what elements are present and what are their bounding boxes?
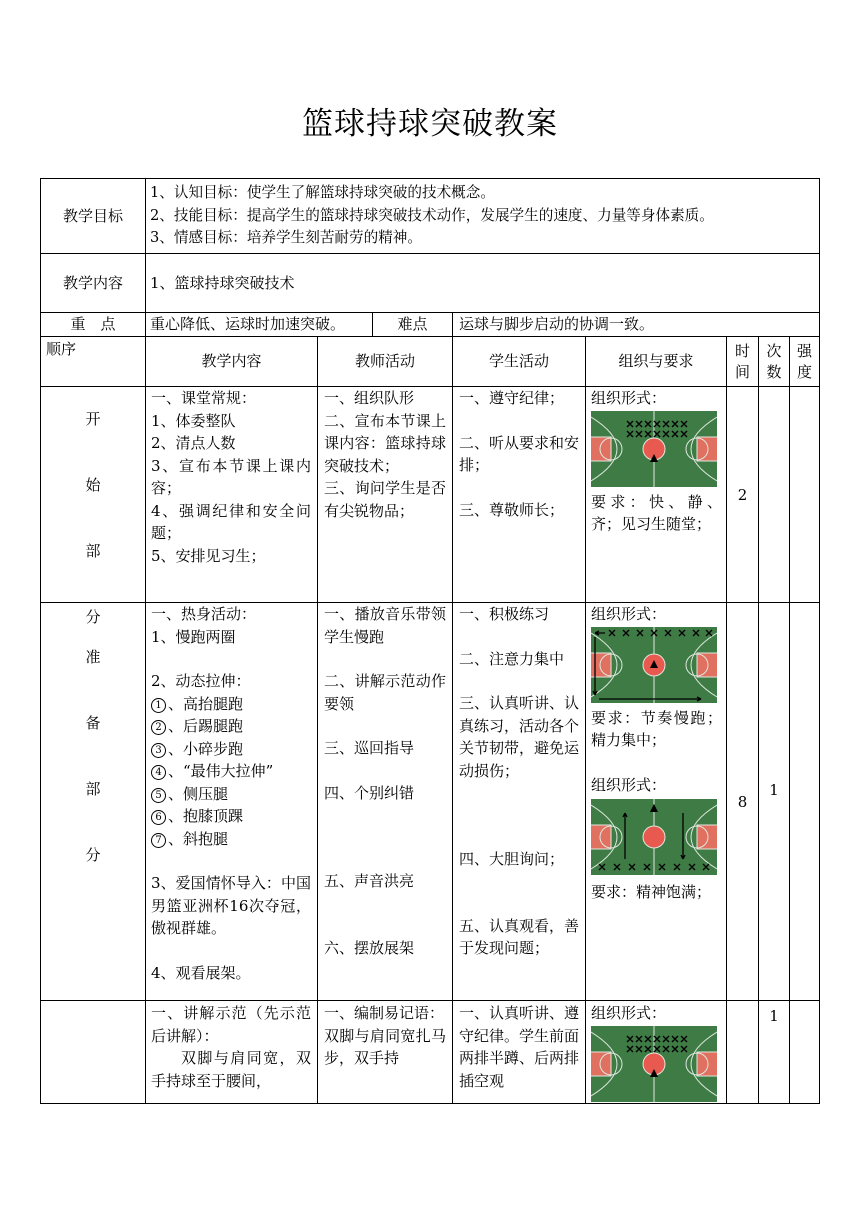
section-main-org: 组织形式： [591,1002,722,1102]
section-start-content: 一、课堂常规： 1、体委整队 2、清点人数 3、宣布本节课上课内容； 4、强调纪律和安全问题； 5、安排见习生； [151,389,311,565]
section-main-content: 一、讲解示范（先示范后讲解）： 双脚与肩同宽，双手持球至于腰间， [151,1004,311,1090]
keypoint-label: 重 点 [70,315,116,334]
section-start-time: 2 [737,485,748,504]
court-formation-diagram [591,411,717,487]
page-title: 篮球持球突破教案 [302,106,558,142]
header-teacher: 教师活动 [354,352,415,371]
header-intensity: 强度 [796,341,812,381]
section-prep-name: 准 备 部 分 [85,648,101,864]
section-start-name: 开 始 部 分 [85,410,101,626]
court-demo-diagram [591,1026,717,1102]
header-order: 顺序 [46,340,77,358]
section-prep-times: 1 [769,780,779,799]
header-times: 次数 [766,341,782,381]
objective-skill: 2、技能目标：提高学生的篮球持球突破技术动作，发展学生的速度、力量等身体素质。 [150,206,714,224]
difficulty-value: 运球与脚步启动的协调一致。 [459,315,655,333]
court-stretch-diagram [591,797,717,877]
header-content: 教学内容 [201,352,262,371]
section-start-student: 一、遵守纪律； 二、听从要求和安排； 三、尊敬师长； [459,389,580,519]
content-value: 1、篮球持球突破技术 [150,274,295,292]
objective-affective: 3、情感目标：培养学生刻苦耐劳的精神。 [150,229,422,246]
content-label: 教学内容 [62,273,123,292]
section-main-times: 1 [769,1006,779,1025]
header-time: 时间 [734,341,750,381]
section-prep-student: 一、积极练习 二、注意力集中 三、认真听讲、认真练习，活动各个关节韧带，避免运动损伤； 四、大胆询问； 五、认真观看，善于发现问题； [459,605,580,957]
court-jog-diagram [591,627,717,703]
section-prep-teacher: 一、播放音乐带领学生慢跑 二、讲解示范动作要领 三、巡回指导 四、个别纠错 五、声音洪亮 六、摆放展架 [324,605,446,957]
difficulty-label: 难点 [397,315,428,334]
section-prep-org: 组织形式： 要求：节奏慢跑；精力集中； 组织形式： 要求：精神饱满； [591,605,722,901]
section-start-org: 组织形式： 要求：快、静、齐；见习生随堂； [591,389,722,533]
section-main-student: 一、认真听讲、遵守纪律。学生前面两排半蹲、后两排插空观 [459,1004,580,1090]
keypoint-value: 重心降低、运球时加速突破。 [150,315,346,333]
objectives-label: 教学目标 [62,206,123,225]
section-prep-time: 8 [737,792,748,811]
header-student: 学生活动 [488,352,549,371]
objective-cognitive: 1、认知目标：使学生了解篮球持球突破的技术概念。 [150,184,495,201]
section-start-teacher: 一、组织队形 二、宣布本节课上课内容：篮球持球突破技术； 三、询问学生是否有尖锐物品； [324,389,446,520]
section-prep-content: 一、热身活动： 1、慢跑两圈 2、动态拉伸： 1 、高抬腿跑 2 、后踢腿跑 3 、小碎步跑 4 、“最伟大拉伸” 5 、侧压腿 6 、抱膝顶踝 7 、斜抱腿 3、爱国情怀导入：中国男篮亚洲杯16次夺冠，傲视群雄。 4、观看展架。 [151,605,311,982]
section-main-teacher: 一、编制易记语： 双脚与肩同宽扎马步，双手持 [324,1004,446,1067]
header-org: 组织与要求 [618,352,694,371]
